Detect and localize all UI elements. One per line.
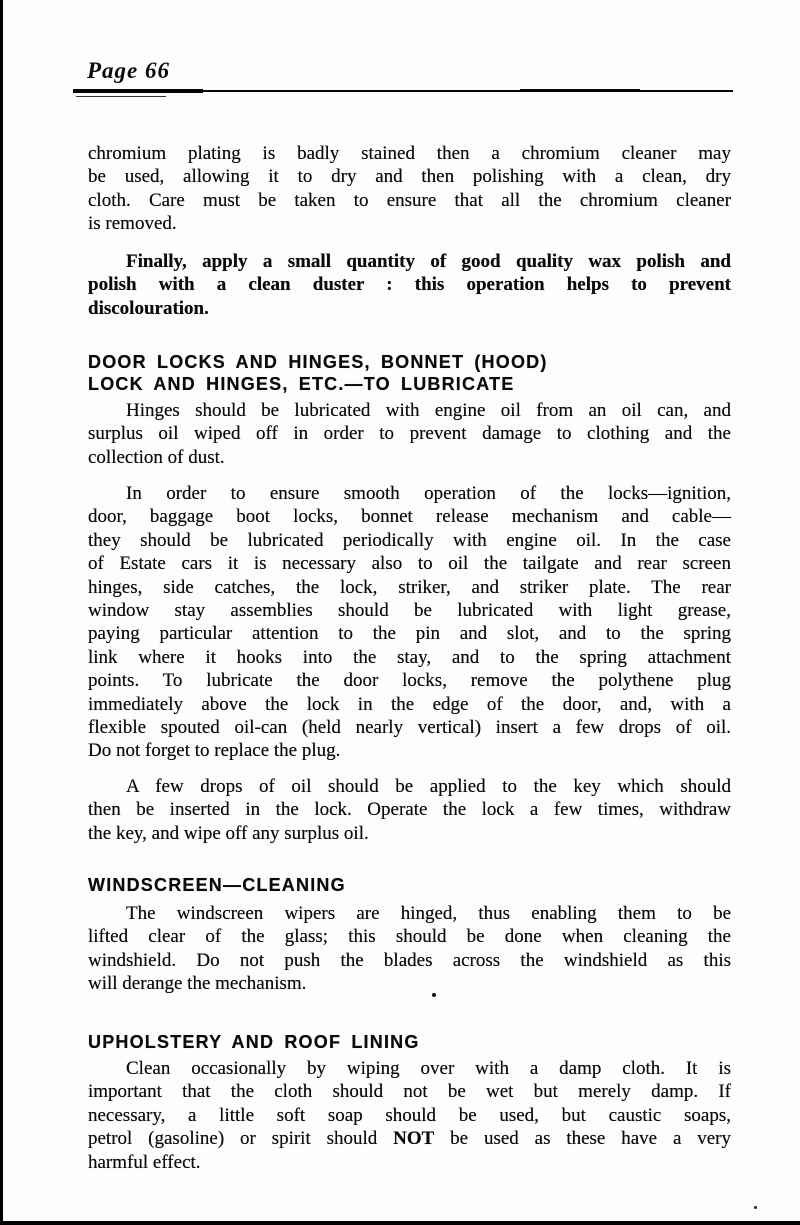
text-line: immediately above the lock in the edge of the door, and, with a bbox=[88, 693, 731, 715]
text-line: windshield. Do not push the blades across the windshield as this bbox=[88, 949, 731, 971]
scan-artifact-dot bbox=[754, 1206, 757, 1209]
heading-line: WINDSCREEN—CLEANING bbox=[88, 875, 346, 895]
text-line: paying particular attention to the pin and slot, and to the spring bbox=[88, 623, 731, 645]
text-line: polish with a clean duster : this operation helps to prevent bbox=[88, 274, 731, 296]
text-line bbox=[88, 1127, 731, 1150]
text-line: The windscreen wipers are hinged, thus enabling them to be bbox=[126, 903, 731, 924]
text-line: surplus oil wiped off in order to prevent damage to clothing and the bbox=[88, 423, 731, 445]
text-line: In order to ensure smooth operation of the locks—ignition, bbox=[126, 483, 731, 504]
text-line: Hinges should be lubricated with engine oil from an oil can, and bbox=[126, 400, 731, 421]
page-number: Page 66 bbox=[87, 58, 171, 83]
heading-line: DOOR LOCKS AND HINGES, BONNET (HOOD) bbox=[88, 352, 548, 372]
text-line: then be inserted in the lock. Operate the lock a few times, withdraw bbox=[88, 799, 731, 821]
text-line: lifted clear of the glass; this should be done when cleaning the bbox=[88, 926, 731, 948]
paragraph-key-oil bbox=[88, 775, 731, 845]
text-line: flexible spouted oil-can (held nearly vertical) insert a few drops of oil. bbox=[88, 717, 731, 739]
text-span: petrol (gasoline) or spirit should bbox=[88, 1128, 394, 1150]
text-line: door, baggage boot locks, bonnet release mechanism and cable— bbox=[88, 506, 731, 528]
text-line: they should be lubricated periodically with engine oil. In the case bbox=[88, 529, 731, 551]
text-line: necessary, a little soft soap should be used, but caustic soaps, bbox=[88, 1104, 731, 1126]
text-line: A few drops of oil should be applied to the key which should bbox=[126, 776, 731, 797]
paragraph-upholstery-cleaning bbox=[88, 1057, 731, 1174]
text-line: link where it hooks into the stay, and to the spring attachment bbox=[88, 646, 731, 668]
text-line: cloth. Care must be taken to ensure that all the chromium cleaner bbox=[88, 189, 731, 211]
text-line: harmful effect. bbox=[88, 1151, 201, 1173]
paragraph-wax-polish bbox=[88, 250, 731, 320]
text-line: points. To lubricate the door locks, remove the polythene plug bbox=[88, 670, 731, 692]
text-line: discolouration. bbox=[88, 297, 209, 319]
section-heading-windscreen bbox=[88, 874, 731, 896]
section-heading-upholstery bbox=[88, 1031, 731, 1053]
text-line: chromium plating is badly stained then a chromium cleaner may bbox=[88, 143, 731, 164]
header-rule-segment bbox=[520, 89, 640, 92]
emphasis-not: NOT bbox=[393, 1128, 435, 1150]
header-rule-segment bbox=[76, 96, 166, 97]
text-line: Clean occasionally by wiping over with a damp cloth. It is bbox=[126, 1058, 731, 1079]
paragraph-windscreen-wipers bbox=[88, 902, 731, 996]
scan-artifact-left-edge bbox=[0, 0, 3, 1225]
scan-artifact-bottom-edge bbox=[0, 1221, 800, 1225]
text-line: collection of dust. bbox=[88, 446, 225, 468]
header-rule-segment bbox=[73, 89, 203, 93]
paragraph-hinges-oil bbox=[88, 399, 731, 469]
text-line: of Estate cars it is necessary also to oil the tailgate and rear screen bbox=[88, 553, 731, 575]
heading-line: UPHOLSTERY AND ROOF LINING bbox=[88, 1032, 420, 1052]
text-line: be used, allowing it to dry and then polishing with a clean, dry bbox=[88, 166, 731, 188]
text-line: the key, and wipe off any surplus oil. bbox=[88, 822, 369, 844]
paragraph-locks-lubrication bbox=[88, 482, 731, 763]
text-line: hinges, side catches, the lock, striker, and striker plate. The rear bbox=[88, 576, 731, 598]
paragraph-chromium-cleaner bbox=[88, 142, 731, 236]
text-line: Finally, apply a small quantity of good quality wax polish and bbox=[126, 251, 731, 272]
text-line: important that the cloth should not be wet but merely damp. If bbox=[88, 1081, 731, 1103]
text-line: window stay assemblies should be lubricated with light grease, bbox=[88, 600, 731, 622]
text-span: be used as these have a very bbox=[434, 1128, 731, 1150]
section-heading-door-locks bbox=[88, 351, 731, 395]
heading-line: LOCK AND HINGES, ETC.—TO LUBRICATE bbox=[88, 374, 515, 394]
text-line: will derange the mechanism. bbox=[88, 973, 307, 995]
text-line: Do not forget to replace the plug. bbox=[88, 740, 341, 762]
text-line: is removed. bbox=[88, 213, 177, 235]
